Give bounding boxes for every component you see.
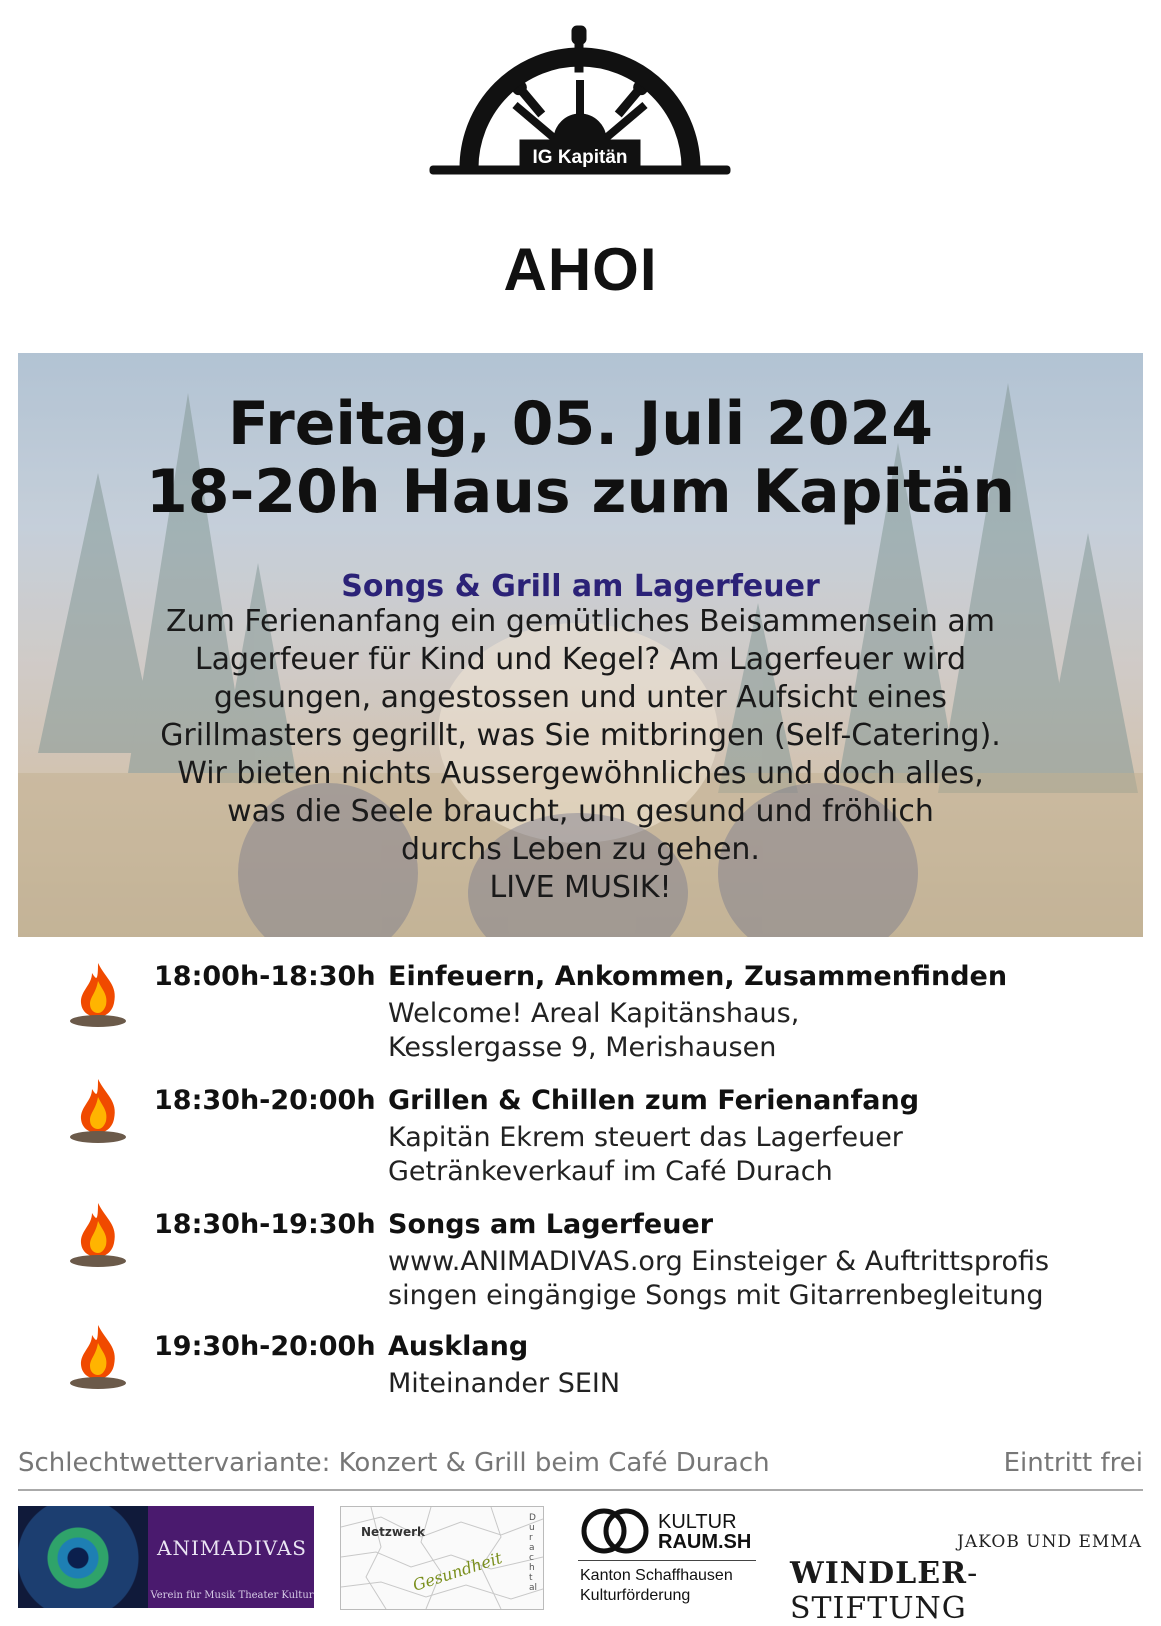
program-item [0, 1199, 1161, 1309]
kulturraum-sub2: Kulturförderung [580, 1587, 691, 1604]
windler-line1: JAKOB UND EMMA [957, 1532, 1142, 1552]
program-time: 19:30h-20:00h [154, 1331, 376, 1362]
program-time: 18:30h-19:30h [154, 1209, 376, 1240]
description-line: gesungen, angestossen und unter Aufsicht eines [213, 680, 948, 715]
sponsor-side: Durachtal [529, 1513, 538, 1593]
kulturraum-rings-logo [578, 1506, 654, 1558]
peacock-feather-image [18, 1506, 148, 1608]
program-item [0, 1075, 1161, 1185]
entry-note: Eintritt frei [1003, 1448, 1143, 1478]
campfire-icon [66, 1075, 130, 1145]
mosaic-pattern [341, 1507, 543, 1609]
bad-weather-note: Schlechtwettervariante: Konzert & Grill beim Café Durach [18, 1448, 770, 1478]
program-description [388, 1367, 620, 1401]
sponsor-windler-stiftung [790, 1506, 1142, 1626]
program-title: Ausklang [388, 1331, 529, 1362]
program-line: Miteinander SEIN [388, 1368, 621, 1399]
program-time: 18:30h-20:00h [154, 1085, 376, 1116]
program-line: www.ANIMADIVAS.org Einsteiger & Auftrittsprofis [388, 1246, 1050, 1277]
campfire-icon [66, 1321, 130, 1391]
kulturraum-line2: RAUM.SH [658, 1531, 752, 1553]
program-title: Songs am Lagerfeuer [388, 1209, 714, 1240]
program-line: Welcome! Areal Kapitänshaus, [388, 998, 800, 1029]
sponsor-animadivas [18, 1506, 314, 1608]
program-description [388, 1121, 903, 1189]
program-line: Kesslergasse 9, Merishausen [388, 1032, 777, 1063]
windler-name: WINDLER [790, 1556, 968, 1591]
program-line: Kapitän Ekrem steuert das Lagerfeuer [388, 1122, 903, 1153]
event-date: Freitag, 05. Juli 2024 [227, 389, 934, 459]
sponsor-tagline: Verein für Musik Theater Kultur [150, 1590, 314, 1601]
kulturraum-sub1: Kanton Schaffhausen [580, 1567, 733, 1584]
sponsor-netzwerk-gesundheit [340, 1506, 544, 1610]
description-line: Grillmasters gegrillt, was Sie mitbringen (Self-Catering). [160, 718, 1001, 753]
logo-label: IG Kapitän [532, 147, 628, 168]
program-item [0, 955, 1161, 1065]
description-line: was die Seele braucht, um gesund und fröhlich [227, 794, 934, 829]
description-line: Wir bieten nichts Aussergewöhnliches und doch alles, [177, 756, 984, 791]
event-subtitle: Songs & Grill am Lagerfeuer [341, 569, 820, 604]
event-description [58, 603, 1103, 907]
sponsor-kulturraum [578, 1506, 758, 1608]
footer-divider [18, 1489, 1143, 1491]
sponsor-name: ANIMADIVAS [157, 1536, 307, 1560]
description-line: Zum Ferienanfang ein gemütliches Beisammensein am [166, 604, 995, 639]
program-line: singen eingängige Songs mit Gitarrenbegleitung [388, 1280, 1044, 1311]
program-description [388, 997, 799, 1065]
headline: AHOI [503, 236, 658, 303]
hero-banner [18, 353, 1143, 937]
sponsor-text: Netzwerk [361, 1525, 426, 1539]
campfire-icon [66, 959, 130, 1029]
kulturraum-divider [578, 1560, 756, 1561]
windler-line2 [790, 1556, 1142, 1626]
program-time: 18:00h-18:30h [154, 961, 376, 992]
description-line: LIVE MUSIK! [489, 870, 672, 905]
description-line: durchs Leben zu gehen. [401, 832, 760, 867]
windler-suffix: -STIFTUNG [790, 1556, 979, 1626]
program-title: Einfeuern, Ankommen, Zusammenfinden [388, 961, 1008, 992]
event-time-place: 18-20h Haus zum Kapitän [146, 457, 1015, 527]
kulturraum-wordmark [658, 1512, 751, 1552]
program-line: Getränkeverkauf im Café Durach [388, 1156, 833, 1187]
program-description [388, 1245, 1049, 1313]
campfire-icon [66, 1199, 130, 1269]
kulturraum-sub [580, 1566, 733, 1606]
sponsor-script: Gesundheit [410, 1548, 505, 1595]
program-item [0, 1321, 1161, 1431]
program-title: Grillen & Chillen zum Ferienanfang [388, 1085, 920, 1116]
description-line: Lagerfeuer für Kind und Kegel? Am Lagerfeuer wird [194, 642, 967, 677]
kulturraum-line1: KULTUR [658, 1511, 737, 1533]
